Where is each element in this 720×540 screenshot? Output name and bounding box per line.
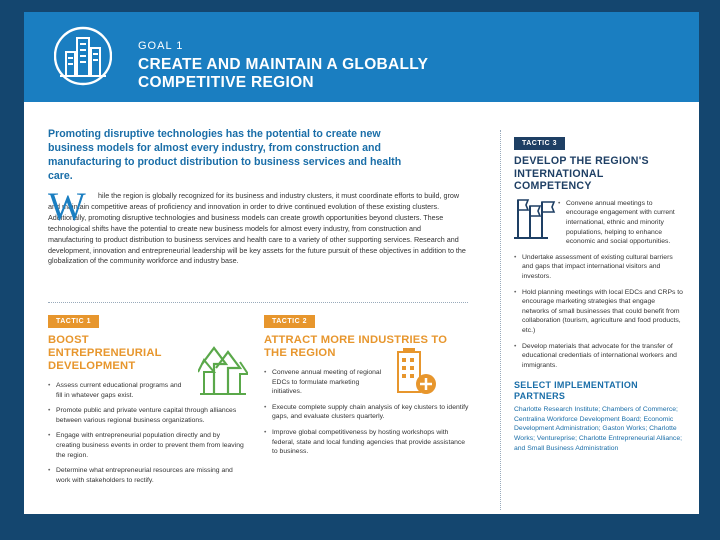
drop-cap: W [48,184,86,229]
tactic-2-badge: TACTIC 2 [264,315,315,328]
tactic-1-section [48,310,246,491]
list-item: • Hold planning meetings with local EDCs and CRPs to encourage marketing strategies that engage networks of small businesses that could benefit from collaboration (tourism, agriculture and food products, etc.) [514,288,684,336]
tactic-3-badge: TACTIC 3 [514,137,565,150]
tactic-1-badge: TACTIC 1 [48,315,99,328]
list-item: • Undertake assessment of existing cultural barriers and gaps that impact international visitors and investors. [514,253,684,282]
tactic-2-section [264,310,469,463]
flags-icon [514,196,558,240]
body-paragraph [48,191,468,267]
partners-text: Charlotte Research Institute; Chambers of Commerce; Centralina Workforce Development Board; Economic Development Administration; Gaston Works; Charlotte Works; Ventureprise; Charlotte Entrepreneurial Alliance; and Small Business Administration [514,406,682,452]
list-item: • Execute complete supply chain analysis of key clusters to identify gaps, and evaluate clusters quarterly. [264,403,469,422]
city-buildings-icon [54,26,112,86]
tactic-2-list [264,368,469,457]
building-plus-icon [394,346,438,396]
list-item: • Convene annual meeting of regional EDCs to formulate marketing initiatives. [264,368,384,397]
main-column [48,127,468,267]
goal-label: GOAL 1 [138,40,184,52]
tactic-2-title: ATTRACT MORE INDUSTRIES TO THE REGION [264,334,448,359]
document-page [24,12,699,514]
list-item: • Promote public and private venture capital through alliances between various regional business organizations. [48,406,246,425]
tactic-3-title: DEVELOP THE REGION'S INTERNATIONAL COMPETENCY [514,155,649,193]
intro-paragraph: Promoting disruptive technologies has the potential to create new business models for almost every industry, from construction and manufacturing to product distribution to business services and health care. [48,128,402,182]
column-divider [500,130,501,510]
tactic-1-title: BOOST ENTREPRENEURIAL DEVELOPMENT [48,334,162,372]
sidebar-column [514,132,684,453]
list-item: • Assess current educational programs and fill in whatever gaps exist. [48,381,188,400]
goal-banner [24,12,699,102]
list-item: • Convene annual meetings to encourage engagement with current international, ethnic and minority populations, helping to enhance economic and social opportunities. [558,199,684,247]
list-item: • Improve global competitiveness by hosting workshops with federal, state and local funding agencies that provide assistance to business. [264,428,469,457]
body-text: hile the region is globally recognized for its business and industry clusters, it must coordinate efforts to build, grow and maintain competitive areas of proficiency and innovation in order to drive continued evolution of these existing clusters. Additionally, promoting disruptive technologies and business models can create growth opportunities beyond clusters. These technological shifts have the potential to create new business models for almost every industry, from construction and manufacturing to product distribution to business services and health care to a variety of other supporting services. Research and development, innovation and entrepreneurial leadership will be key assets for the future pursuit of these objectives in addition to the globalization of the community workforce and industry base. [48,191,466,266]
list-item: • Engage with entrepreneurial population directly and by creating business events in order to prevent them from leaving the region. [48,431,246,460]
section-divider [48,302,468,303]
list-item: • Determine what entrepreneurial resources are missing and work with stakeholders to rectify. [48,466,246,485]
body-section [48,184,468,267]
growth-arrows-icon [198,344,248,396]
goal-title: CREATE AND MAINTAIN A GLOBALLY COMPETITIVE REGION [138,56,429,91]
tactic-1-list [48,381,246,485]
partners-title: SELECT IMPLEMENTATION PARTNERS [514,380,638,402]
list-item: • Develop materials that advocate for the transfer of educational credentials of international workers and immigrants. [514,342,684,371]
